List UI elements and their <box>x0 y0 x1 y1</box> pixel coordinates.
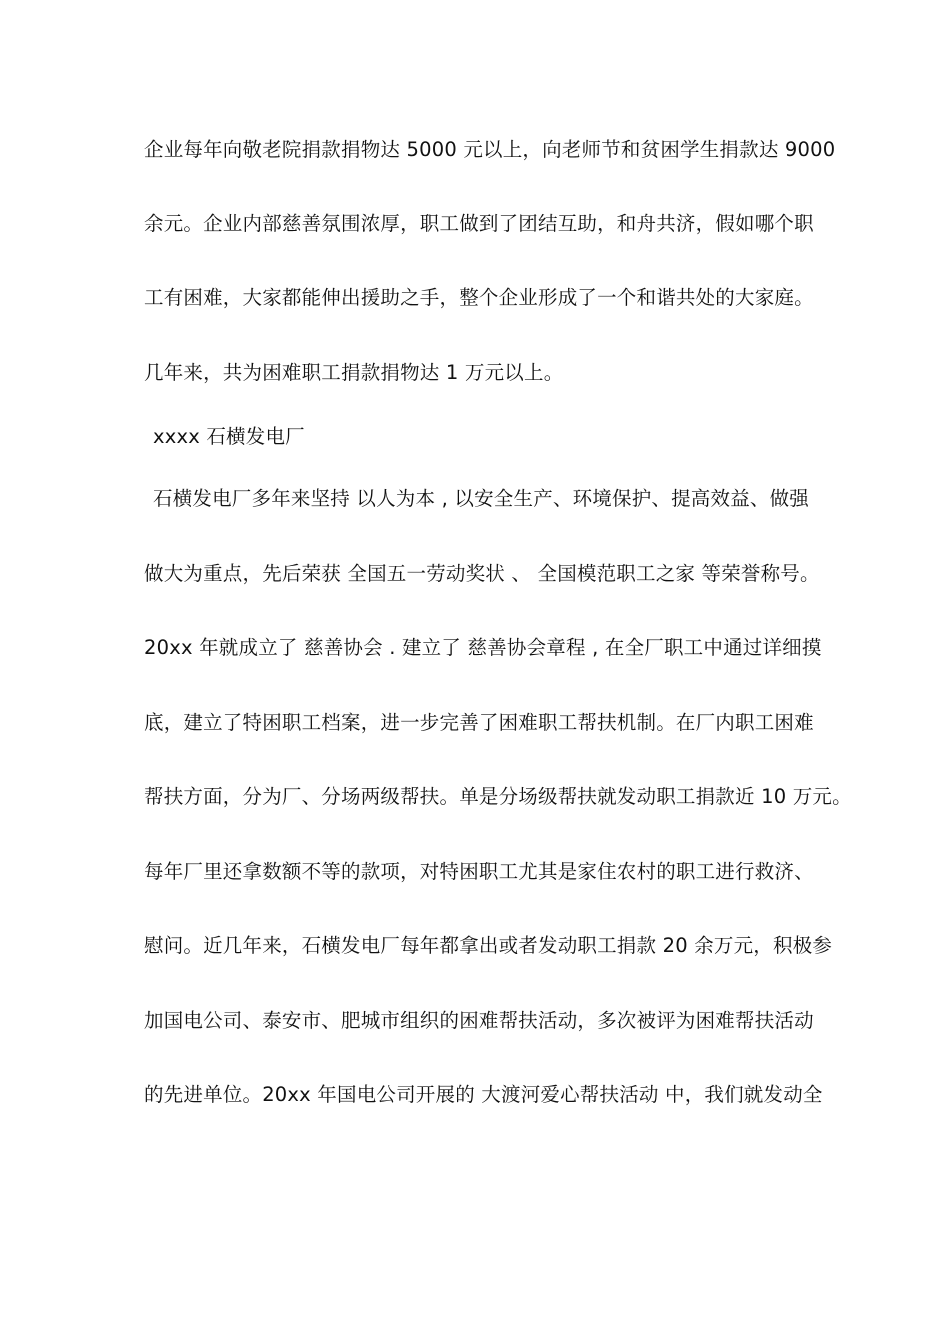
text-line: 余元。企业内部慈善氛围浓厚，职工做到了团结互助，和舟共济，假如哪个职 <box>144 212 814 235</box>
text-line: 加国电公司、泰安市、肥城市组织的困难帮扶活动，多次被评为困难帮扶活动 <box>144 1009 814 1032</box>
text-line: 工有困难，大家都能伸出援助之手，整个企业形成了一个和谐共处的大家庭。 <box>144 286 814 309</box>
text-line: 20xx 年就成立了 慈善协会 . 建立了 慈善协会章程 , 在全厂职工中通过详细摸 <box>144 636 822 659</box>
text-line: 的先进单位。20xx 年国电公司开展的 大渡河爱心帮扶活动 中，我们就发动全 <box>144 1083 823 1106</box>
text-line: 做大为重点，先后荣获 全国五一劳动奖状 、 全国模范职工之家 等荣誉称号。 <box>144 562 820 585</box>
text-line: 每年厂里还拿数额不等的款项，对特困职工尤其是家住农村的职工进行救济、 <box>144 860 814 883</box>
text-line: 慰问。近几年来，石横发电厂每年都拿出或者发动职工捐款 20 余万元，积极参 <box>144 934 833 957</box>
text-line: 底，建立了特困职工档案，进一步完善了困难职工帮扶机制。在厂内职工困难 <box>144 711 814 734</box>
text-line: 几年来，共为困难职工捐款捐物达 1 万元以上。 <box>144 361 564 384</box>
text-line: 帮扶方面，分为厂、分场两级帮扶。单是分场级帮扶就发动职工捐款近 10 万元。 <box>144 785 852 808</box>
text-line: 企业每年向敬老院捐款捐物达 5000 元以上，向老师节和贫困学生捐款达 9000 <box>144 138 836 161</box>
text-line: 石横发电厂多年来坚持 以人为本 , 以安全生产、环境保护、提高效益、做强 <box>153 487 809 510</box>
section-heading: xxxx 石横发电厂 <box>153 425 305 448</box>
